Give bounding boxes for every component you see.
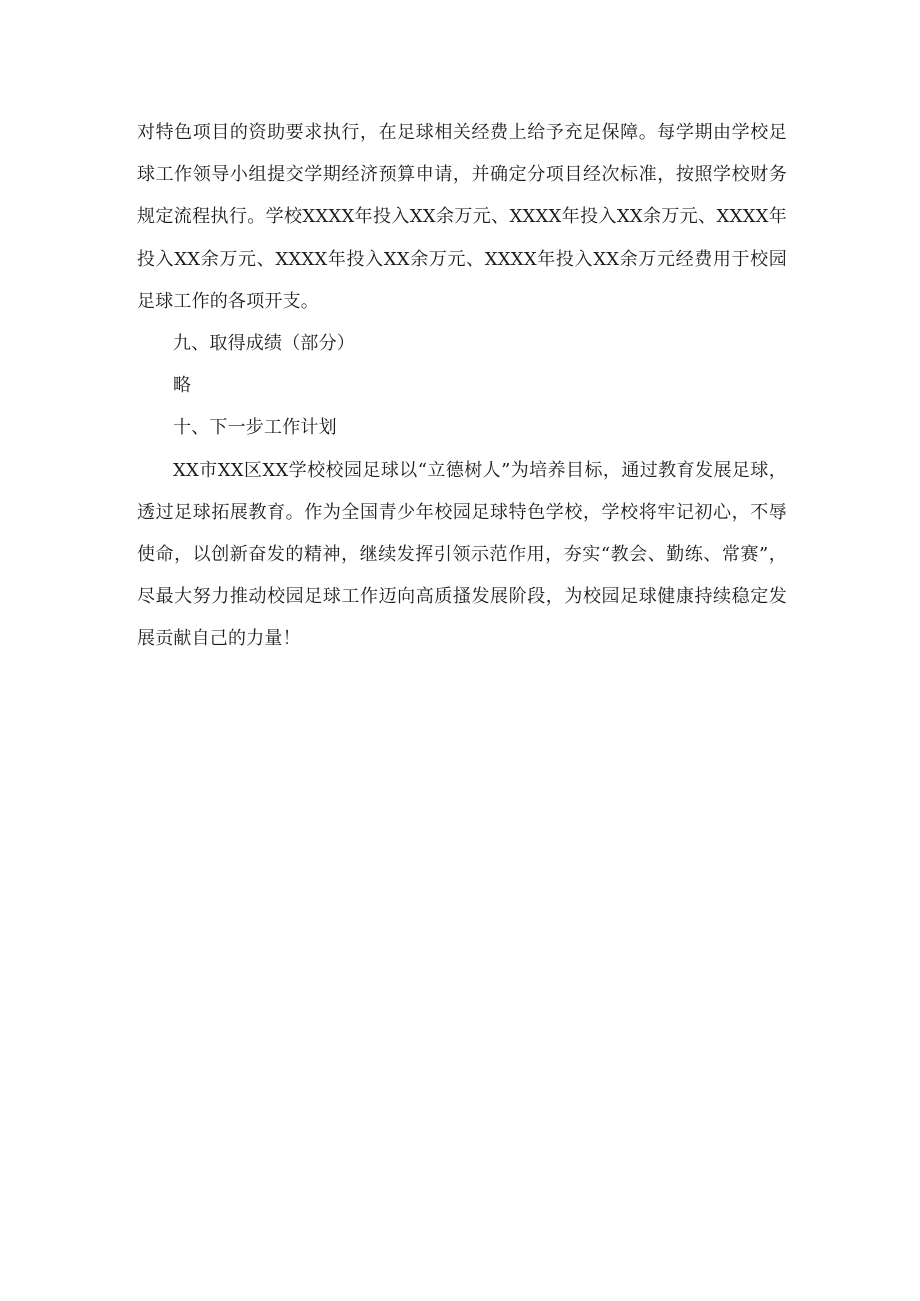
heading-achievements: 九、取得成绩（部分） bbox=[173, 333, 355, 355]
document-body bbox=[137, 112, 787, 661]
paragraph-plan: XX市XX区XX学校校园足球以“立德树人”为培养目标，通过教育发展足球，透过足球拓展教育。作为全国青少年校园足球特色学校，学校将牢记初心，不辱使命，以创新奋发的精神，继续发挥引领示范作用，夯实“教会、勤练、常赛”，尽最大努力推动校园足球工作迈向高质搔发展阶段，为校园足球健康持续稳定发展贡献自己的力量！ bbox=[137, 459, 787, 650]
heading-next-plan: 十、下一步工作计划 bbox=[173, 417, 337, 439]
paragraph-funding: 对特色项目的资助要求执行，在足球相关经费上给予充足保障。每学期由学校足球工作领导小组提交学期经济预算申请，并确定分项目经次标准，按照学校财务规定流程执行。学校XXXX年投入XX余万元、XXXX年投入XX余万元、XXXX年投入XX余万元、XXXX年投入XX余万元、XXXX年投入XX余万元经费用于校园足球工作的各项开支。 bbox=[137, 122, 787, 312]
achievements-note: 略 bbox=[173, 375, 191, 397]
